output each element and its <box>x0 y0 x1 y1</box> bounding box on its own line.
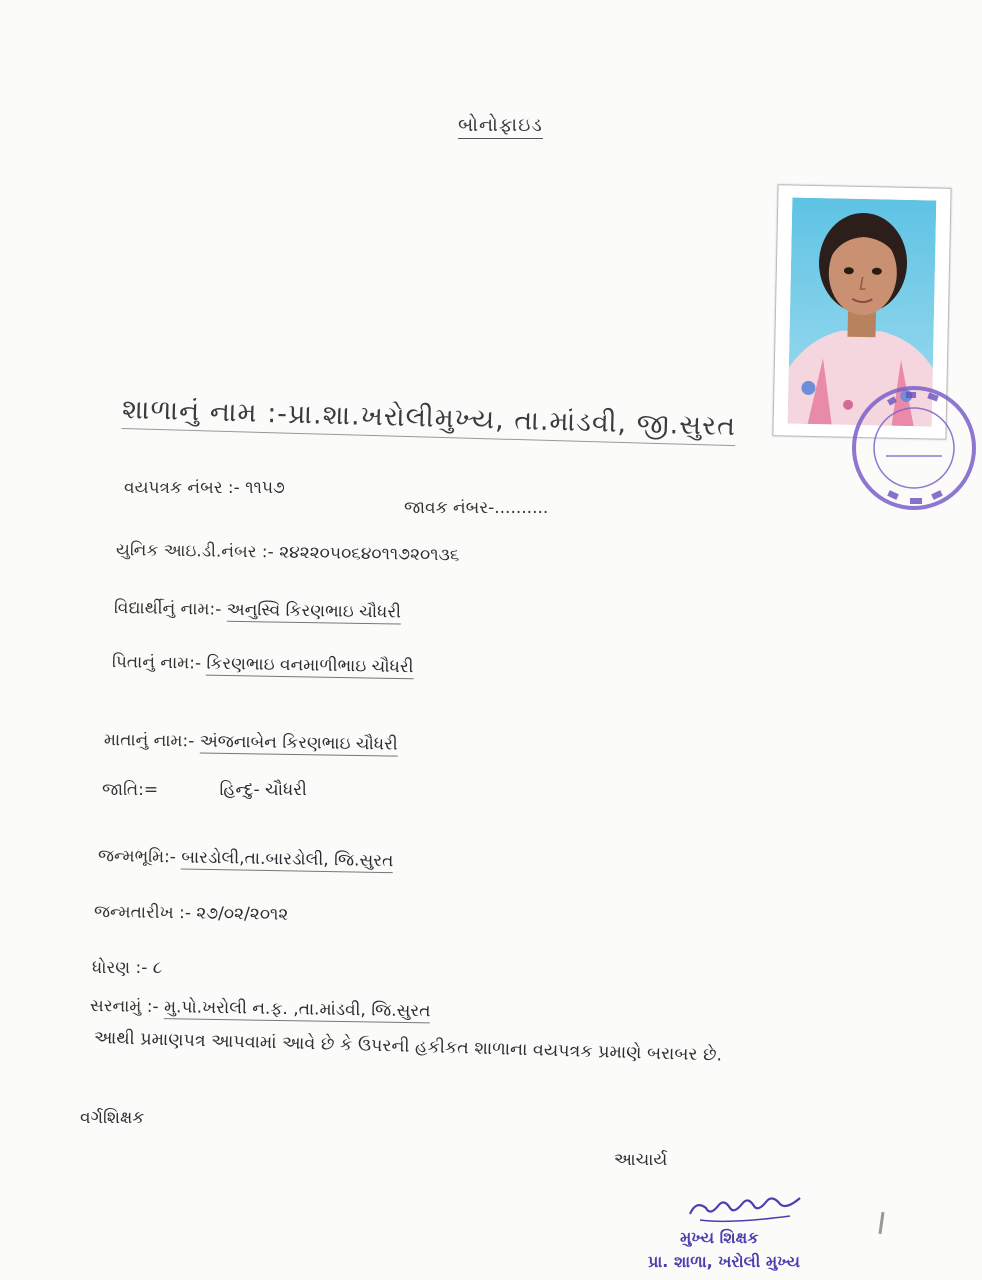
birthplace-row <box>98 846 394 871</box>
principal-label: આચાર્ય <box>614 1150 668 1170</box>
outward-number-row <box>404 498 548 518</box>
birthplace-value: બારડોલી,તા.બારડોલી, જિ.સુરત <box>181 847 394 872</box>
certificate-statement: આથી પ્રમાણપત્ર આપવામાં આવે છે કે ઉપરની હકીકત શાળાના વયપત્રક પ્રમાણે બરાબર છે. <box>93 1028 723 1066</box>
address-label: સરનામું :- <box>89 996 159 1018</box>
address-row <box>90 996 431 1021</box>
standard-value: ૮ <box>152 958 163 978</box>
standard-row <box>92 958 162 978</box>
caste-label: જાતિ:= <box>102 780 159 800</box>
principal-stamp <box>648 1226 800 1274</box>
father-name-value: કિરણભાઇ વનમાળીભાઇ ચૌધરી <box>206 653 414 678</box>
pen-mark <box>878 1212 884 1234</box>
caste-value: હિન્દુ- ચૌધરી <box>219 780 307 800</box>
date-of-birth-row <box>94 902 289 925</box>
document-title: બોનોફાઇડ <box>458 114 543 139</box>
unique-id-row <box>116 540 460 565</box>
birthplace-label: જન્મભૂમિ:- <box>97 846 177 868</box>
class-teacher-label: વર્ગશિક્ષક <box>80 1108 145 1128</box>
date-of-birth-value: ૨૭/૦૨/૨૦૧૨ <box>196 903 289 925</box>
father-name-label: પિતાનું નામ:- <box>111 652 202 674</box>
register-number-row <box>124 478 285 498</box>
address-value: મુ.પો.ખરોલી ન.ફ. ,તા.માંડવી, જિ.સુરત <box>163 997 431 1022</box>
mother-name-label: માતાનું નામ:- <box>103 730 195 752</box>
student-name-value: અનુસ્વિ કિરણભાઇ ચૌધરી <box>226 599 402 623</box>
caste-row <box>102 780 307 800</box>
school-name-line: શાળાનું નામ :-પ્રા.શા.ખરોલીમુખ્ય, તા.માંડવી, જી.સુરત <box>122 394 737 446</box>
student-name-label: વિદ્યાર્થીનું નામ:- <box>113 598 222 620</box>
date-of-birth-label: જન્મતારીખ :- <box>93 902 192 924</box>
stamp-line-2: પ્રા. શાળા, ખરોલી મુખ્ય <box>648 1252 801 1271</box>
stamp-line-1: મુખ્ય શિક્ષક <box>680 1228 759 1247</box>
principal-signature <box>660 1190 820 1230</box>
father-name-row <box>112 652 414 677</box>
mother-name-value: અંજનાબેન કિરણભાઇ ચૌધરી <box>199 731 398 755</box>
register-number-value: ૧૧૫૭ <box>245 478 285 498</box>
unique-id-value: ૨૪૨૨૦૫૦૬૪૦૧૧૭૨૦૧૩૬ <box>278 542 460 566</box>
standard-label: ધોરણ :- <box>92 958 148 978</box>
school-seal-stamp <box>848 368 980 520</box>
outward-number-label: જાવક નંબર-.......... <box>404 498 549 518</box>
register-number-label: વયપત્રક નંબર :- <box>124 478 240 498</box>
mother-name-row <box>104 730 398 755</box>
unique-id-label: યુનિક આઇ.ડી.નંબર :- <box>115 540 274 563</box>
student-name-row <box>114 598 401 623</box>
